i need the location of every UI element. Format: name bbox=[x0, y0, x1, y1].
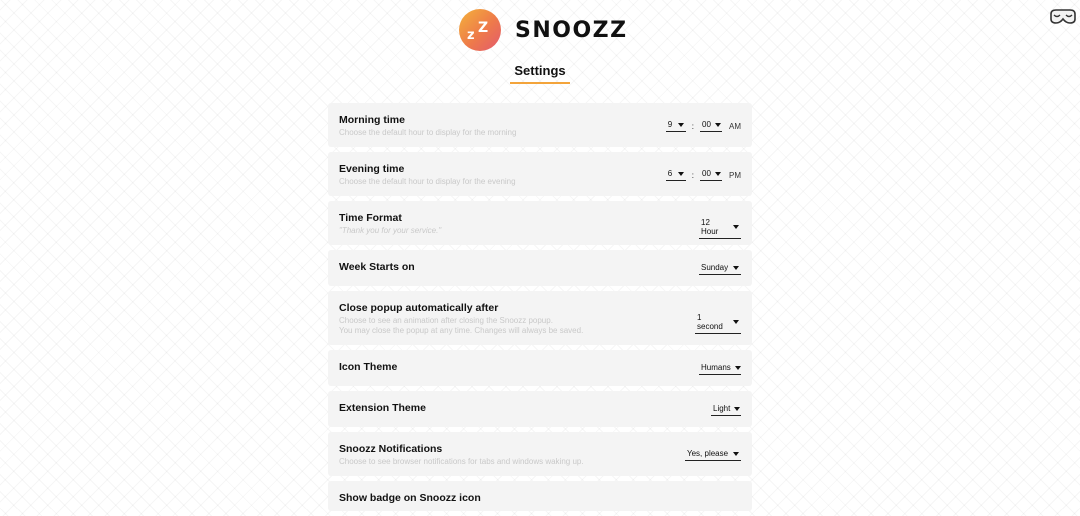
setting-week-start bbox=[328, 250, 752, 286]
morning-time-picker: 9 : 00 AM bbox=[667, 120, 741, 131]
settings-list bbox=[328, 103, 752, 516]
page-title: Settings bbox=[0, 63, 1080, 84]
setting-icon-theme bbox=[328, 350, 752, 386]
setting-time-format bbox=[328, 201, 752, 245]
app-name: SNOOZZ bbox=[515, 17, 628, 43]
setting-title: Week Starts on bbox=[339, 261, 415, 273]
notifications-control bbox=[685, 449, 741, 461]
caret-down-icon bbox=[715, 172, 721, 176]
extension-theme-select[interactable]: Light bbox=[711, 404, 741, 416]
morning-hour-select[interactable]: 9 bbox=[666, 120, 686, 132]
setting-title: Snoozz Notifications bbox=[339, 443, 443, 455]
svg-text:Z: Z bbox=[478, 20, 489, 36]
caret-down-icon bbox=[733, 452, 739, 456]
caret-down-icon bbox=[733, 320, 739, 324]
close-popup-control bbox=[695, 313, 741, 334]
setting-morning-time bbox=[328, 103, 752, 147]
evening-minute-select[interactable]: 00 bbox=[700, 169, 722, 181]
morning-ampm-label: AM bbox=[729, 121, 741, 131]
caret-down-icon bbox=[678, 123, 684, 127]
icon-theme-control bbox=[699, 363, 741, 375]
setting-title: Icon Theme bbox=[339, 361, 398, 373]
evening-hour-select[interactable]: 6 bbox=[666, 169, 686, 181]
notifications-select[interactable]: Yes, please bbox=[685, 449, 741, 461]
setting-description: Choose the default hour to display for the evening bbox=[339, 177, 516, 186]
week-start-select[interactable]: Sunday bbox=[699, 263, 741, 275]
setting-description: Choose to see an animation after closing the Snoozz popup. bbox=[339, 316, 553, 325]
evening-ampm-label: PM bbox=[729, 170, 741, 180]
setting-description-secondary: You may close the popup at any time. Changes will always be saved. bbox=[339, 326, 584, 335]
snoozz-logo-icon bbox=[459, 9, 501, 51]
setting-title: Close popup automatically after bbox=[339, 302, 499, 314]
header bbox=[0, 8, 1080, 52]
setting-show-badge bbox=[328, 481, 752, 511]
caret-down-icon bbox=[734, 407, 740, 411]
time-format-select[interactable]: 12 Hour bbox=[699, 218, 741, 239]
caret-down-icon bbox=[715, 123, 721, 127]
caret-down-icon bbox=[735, 366, 741, 370]
setting-evening-time bbox=[328, 152, 752, 196]
svg-text:z: z bbox=[467, 28, 475, 41]
setting-description: Choose the default hour to display for the morning bbox=[339, 128, 517, 137]
week-start-control bbox=[699, 263, 741, 275]
brand bbox=[459, 9, 628, 51]
extension-theme-control bbox=[711, 404, 741, 416]
time-format-control bbox=[699, 218, 741, 239]
setting-description: Choose to see browser notifications for tabs and windows waking up. bbox=[339, 457, 584, 466]
sleep-mask-icon[interactable] bbox=[1049, 8, 1077, 26]
setting-title: Time Format bbox=[339, 212, 402, 224]
setting-extension-theme bbox=[328, 391, 752, 427]
close-popup-select[interactable]: 1 second bbox=[695, 313, 741, 334]
setting-title: Evening time bbox=[339, 163, 405, 175]
caret-down-icon bbox=[733, 225, 739, 229]
setting-title: Extension Theme bbox=[339, 402, 426, 414]
icon-theme-select[interactable]: Humans bbox=[699, 363, 741, 375]
caret-down-icon bbox=[678, 172, 684, 176]
setting-description: "Thank you for your service." bbox=[339, 226, 442, 235]
caret-down-icon bbox=[733, 266, 739, 270]
evening-time-picker: 6 : 00 PM bbox=[667, 169, 741, 180]
setting-title: Show badge on Snoozz icon bbox=[339, 492, 481, 504]
morning-minute-select[interactable]: 00 bbox=[700, 120, 722, 132]
setting-close-popup bbox=[328, 291, 752, 345]
setting-title: Morning time bbox=[339, 114, 405, 126]
setting-notifications bbox=[328, 432, 752, 476]
